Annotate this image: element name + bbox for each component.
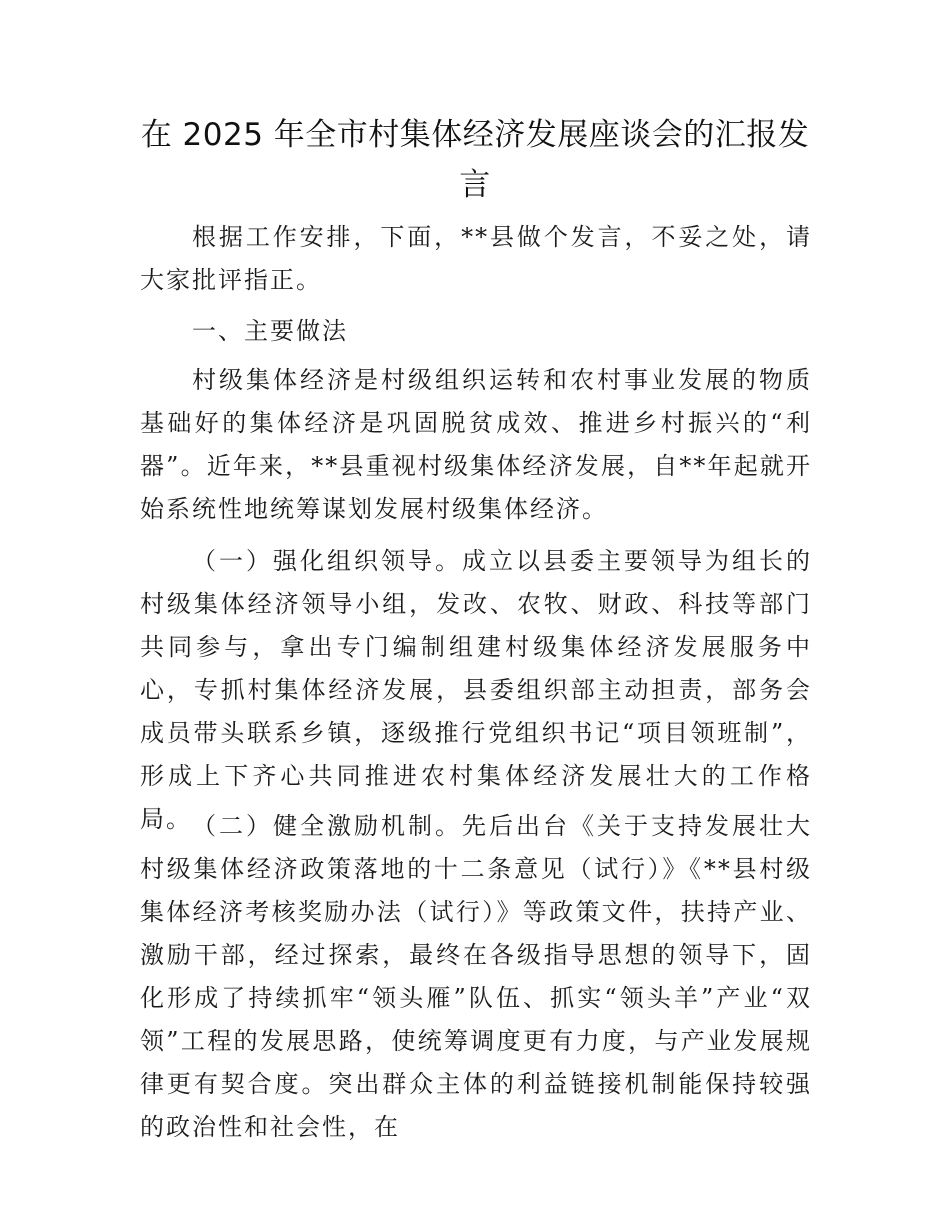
paragraph-background [140, 359, 812, 531]
paragraph-intro [140, 216, 812, 302]
paragraph-text: 村级集体经济是村级组织运转和农村事业发展的物质基础好的集体经济是巩固脱贫成效、推进乡村振兴的“利器”。近年来，**县重视村级集体经济发展，自**年起就开始系统性地统筹谋划发展村级集体经济。 [140, 366, 812, 523]
paragraph-incentives [140, 805, 812, 1149]
paragraph-text: （一）强化组织领导。成立以县委主要领导为组长的村级集体经济领导小组，发改、农牧、财政、科技等部门共同参与，拿出专门编制组建村级集体经济发展服务中心，专抓村集体经济发展，县委组织部主动担责，部务会成员带头联系乡镇，逐级推行党组织书记“项目领班制”，形成上下齐心共同推进农村集体经济发展壮大的工作格局。 [140, 547, 812, 833]
section-heading [140, 310, 812, 353]
paragraph-text: （二）健全激励机制。先后出台《关于支持发展壮大村级集体经济政策落地的十二条意见（试行）》《**县村级集体经济考核奖励办法（试行）》等政策文件，扶持产业、激励干部，经过探索，最终在各级指导思想的领导下，固化形成了持续抓牢“领头雁”队伍、抓实“领头羊”产业“双领”工程的发展思路，使统筹调度更有力度，与产业发展规律更有契合度。突出群众主体的利益链接机制能保持较强的政治性和社会性，在 [140, 812, 812, 1141]
section-heading-text: 一、主要做法 [192, 317, 348, 345]
paragraph-text: 根据工作安排，下面，**县做个发言，不妥之处，请大家批评指正。 [140, 223, 812, 294]
document-title: 在 2025 年全市村集体经济发展座谈会的汇报发言 [140, 117, 810, 203]
paragraph-organization [140, 540, 812, 841]
